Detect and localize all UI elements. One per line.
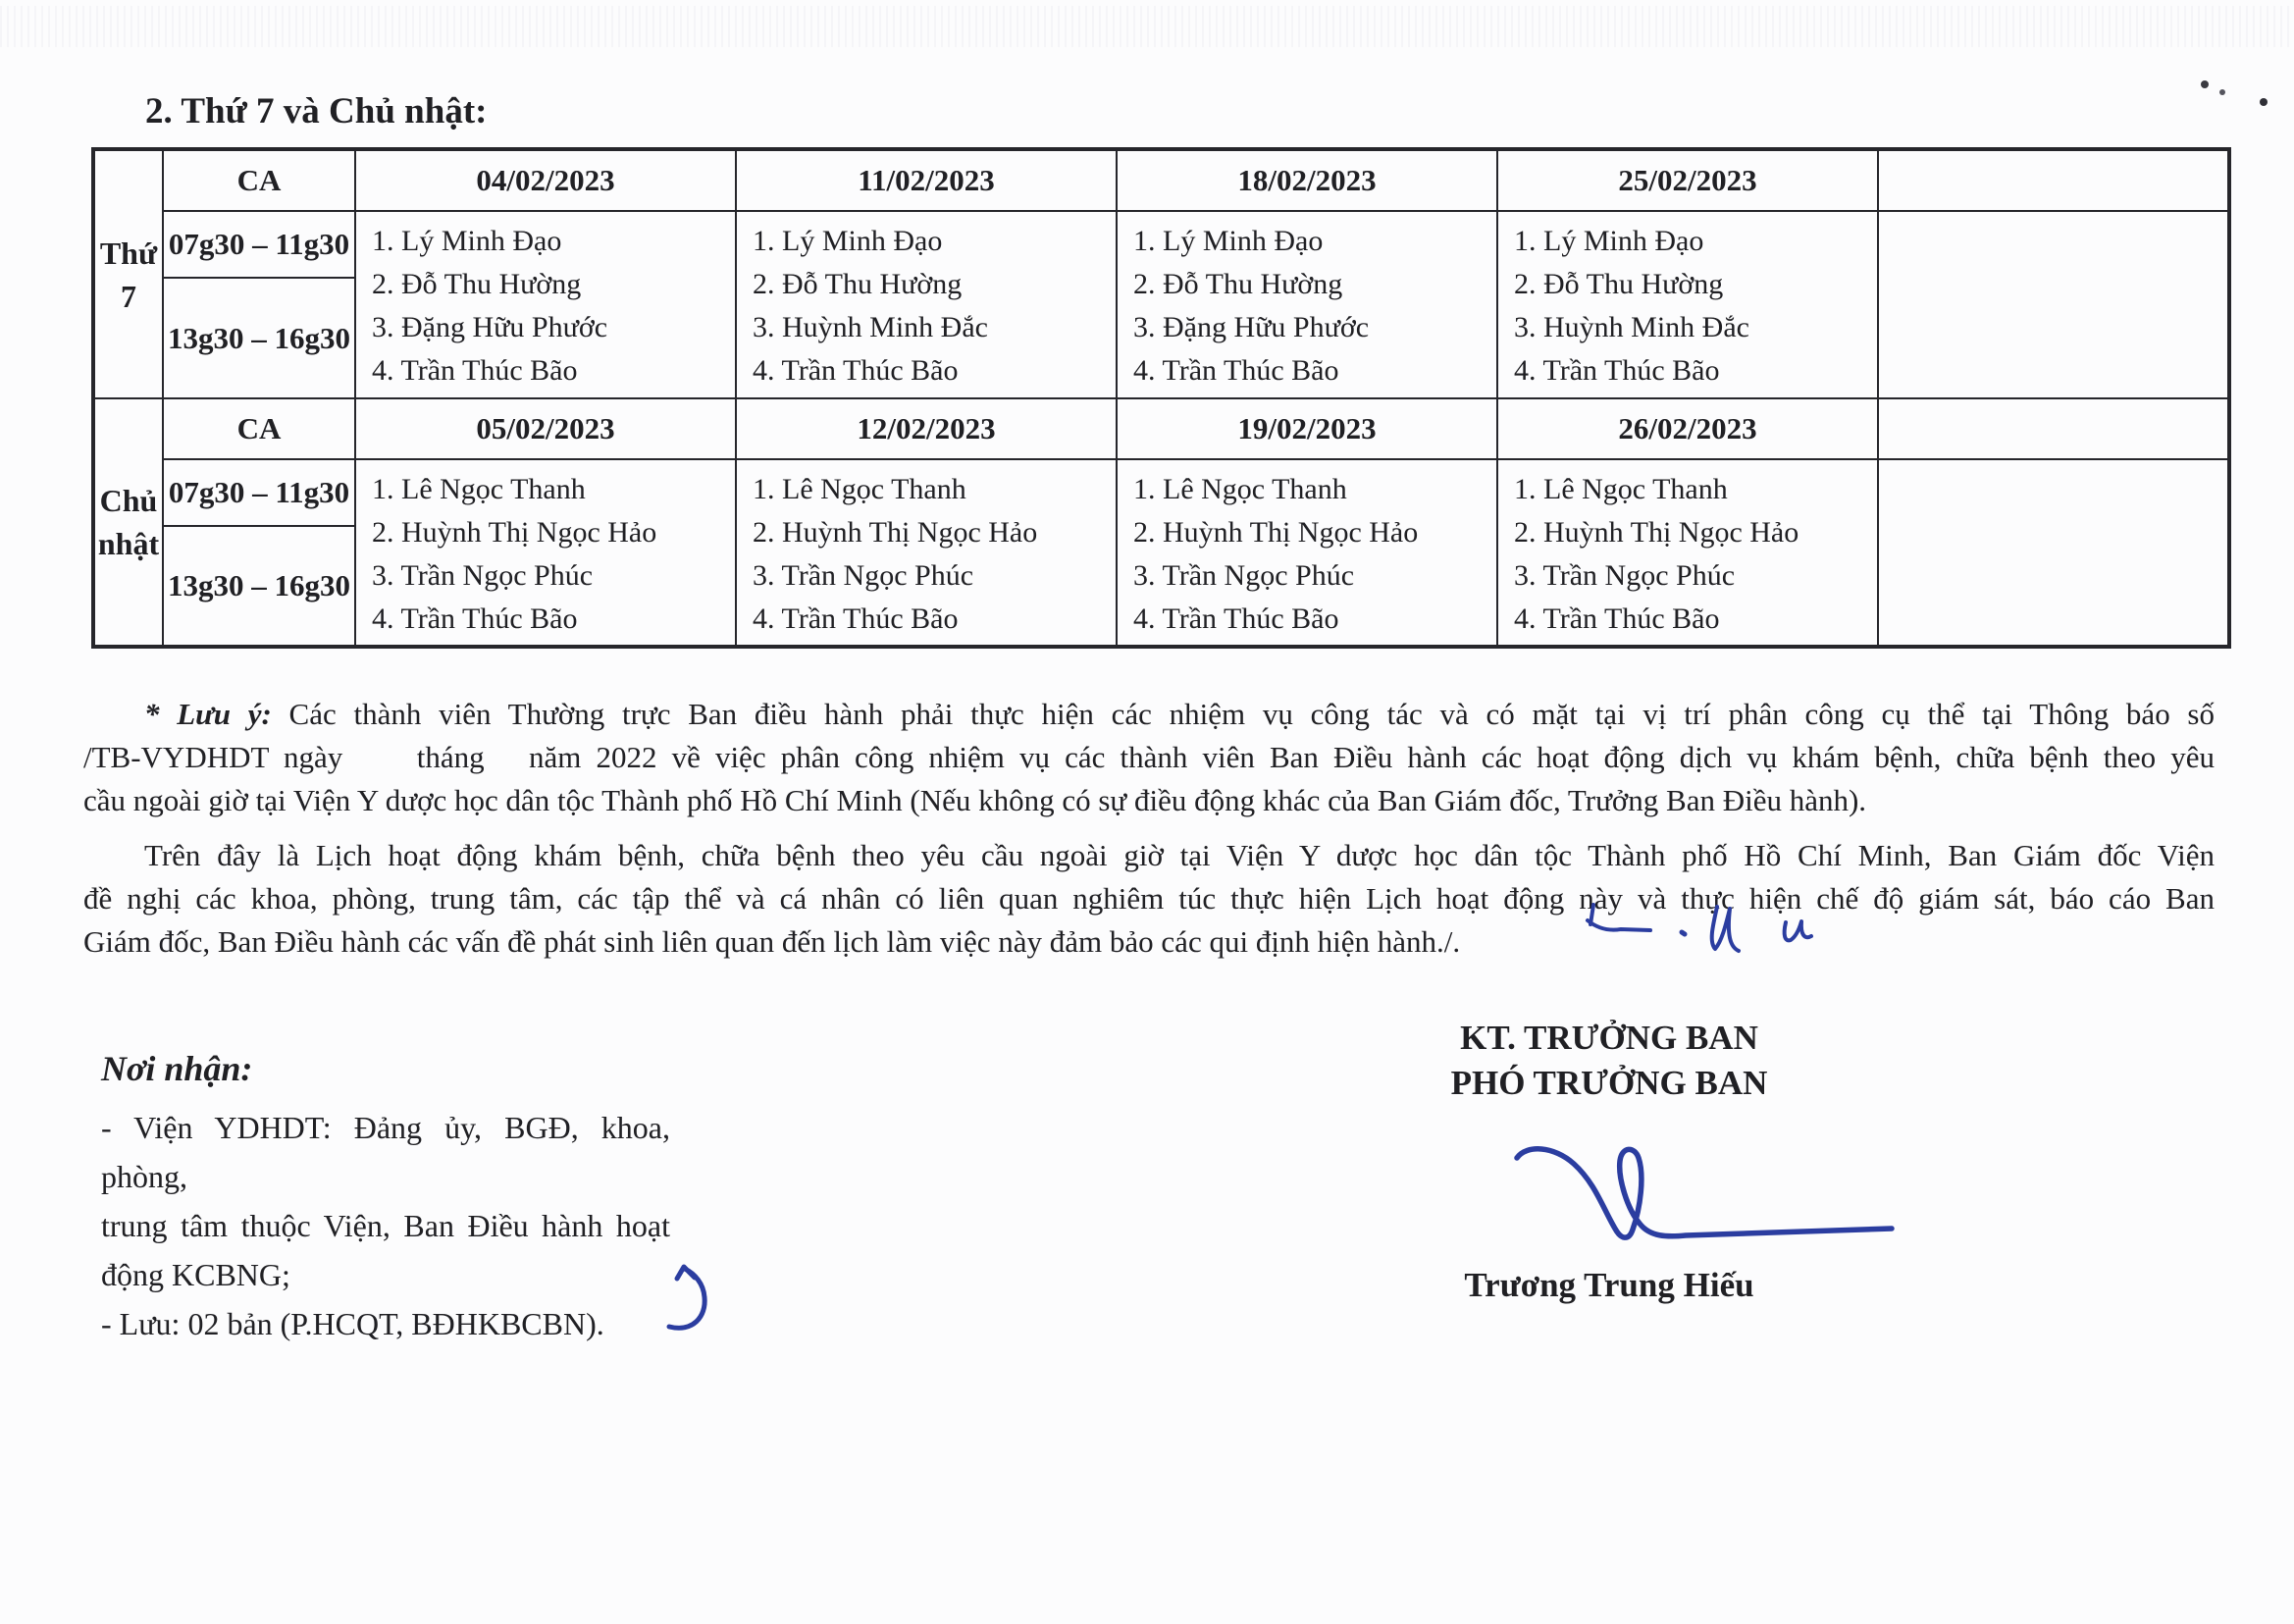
staff-line: 1. Lý Minh Đạo: [1133, 225, 1324, 257]
schedule-table: [91, 147, 2231, 649]
shift-cell-sun-afternoon: 13g30 – 16g30: [163, 526, 355, 646]
signature-block: [1354, 1016, 1864, 1304]
staff-line: 1. Lê Ngọc Thanh: [753, 473, 966, 505]
signer-title-line1: KT. TRƯỞNG BAN: [1460, 1019, 1758, 1057]
signer-name: Trương Trung Hiếu: [1464, 1266, 1754, 1304]
note1-line1: [83, 693, 2215, 736]
staff-line: 1. Lý Minh Đạo: [372, 225, 562, 257]
staff-cell-sun-2: [736, 459, 1117, 646]
empty-cell-sat: [1878, 211, 2228, 398]
pen-arrow-mark: [655, 1254, 734, 1342]
staff-line: 4. Trần Thúc Bão: [753, 602, 959, 635]
shift-cell-sun-morning: 07g30 – 11g30: [163, 459, 355, 526]
day-label-line: Chủ: [99, 483, 158, 518]
staff-line: 3. Đặng Hữu Phước: [1133, 311, 1370, 343]
staff-line: 1. Lê Ngọc Thanh: [1514, 473, 1728, 505]
date-header-sat-3: 18/02/2023: [1117, 150, 1497, 211]
staff-cell-sat-3: [1117, 211, 1497, 398]
note1-lead: * Lưu ý:: [144, 697, 272, 731]
staff-line: 4. Trần Thúc Bão: [1514, 354, 1720, 387]
staff-line: 1. Lý Minh Đạo: [753, 225, 943, 257]
empty-header-cell-sat: [1878, 150, 2228, 211]
shift-column-header-sat: CA: [163, 150, 355, 211]
date-header-sat-4: 25/02/2023: [1497, 150, 1878, 211]
date-header-sun-2: 12/02/2023: [736, 398, 1117, 459]
note-paragraph-1: [83, 693, 2215, 822]
note1-line2: /TB-VYDHDT ngày tháng năm 2022 về việc phân công nhiệm vụ các thành viên Ban Điều hành các hoạt động dịch vụ khám bệnh, chữa bệnh theo yêu: [83, 740, 2215, 774]
shift-column-header-sun: CA: [163, 398, 355, 459]
staff-line: 3. Trần Ngọc Phúc: [1514, 559, 1736, 592]
staff-cell-sun-4: [1497, 459, 1878, 646]
pen-initials-scribble: [1578, 891, 1843, 973]
note1-line1-rest: Các thành viên Thường trực Ban điều hành phải thực hiện các nhiệm vụ công tác và có mặt tại vị trí phân công cụ thể tại Thông báo số: [271, 697, 2215, 731]
recipients-line: trung tâm thuộc Viện, Ban Điều hành hoạt: [101, 1208, 670, 1243]
recipients-line: động KCBNG;: [101, 1257, 290, 1292]
staff-line: 3. Huỳnh Minh Đắc: [753, 311, 988, 343]
staff-line: 4. Trần Thúc Bão: [1133, 602, 1339, 635]
day-label-line: nhật: [97, 526, 160, 561]
date-header-sun-4: 26/02/2023: [1497, 398, 1878, 459]
note2-line2: đề nghị các khoa, phòng, trung tâm, các tập thể và cá nhân có liên quan nghiêm túc thực hiện Lịch hoạt động này và thực hiện chế độ giám sát, báo cáo Ban: [83, 881, 2215, 916]
recipients-block: [101, 1048, 670, 1348]
staff-line: 2. Đỗ Thu Hường: [1133, 268, 1343, 300]
staff-line: 3. Đặng Hữu Phước: [372, 311, 608, 343]
signer-title-line2: PHÓ TRƯỞNG BAN: [1450, 1064, 1768, 1102]
staff-line: 3. Huỳnh Minh Đắc: [1514, 311, 1749, 343]
staff-line: 2. Đỗ Thu Hường: [753, 268, 963, 300]
staff-line: 3. Trần Ngọc Phúc: [753, 559, 974, 592]
staff-line: 4. Trần Thúc Bão: [372, 602, 578, 635]
note1-line3: cầu ngoài giờ tại Viện Y dược học dân tộc Thành phố Hồ Chí Minh (Nếu không có sự điều động khác của Ban Giám đốc, Trưởng Ban Điều hành).: [83, 783, 1867, 817]
date-header-sat-1: 04/02/2023: [355, 150, 736, 211]
staff-cell-sat-4: [1497, 211, 1878, 398]
shift-cell-sat-afternoon: 13g30 – 16g30: [163, 278, 355, 398]
empty-header-cell-sun: [1878, 398, 2228, 459]
signature-ink: [1491, 1126, 1933, 1259]
scan-noise-band: [0, 6, 2294, 47]
staff-line: 3. Trần Ngọc Phúc: [372, 559, 594, 592]
staff-line: 2. Huỳnh Thị Ngọc Hảo: [372, 516, 657, 549]
staff-line: 4. Trần Thúc Bão: [372, 354, 578, 387]
staff-line: 4. Trần Thúc Bão: [1514, 602, 1720, 635]
shift-cell-sat-morning: 07g30 – 11g30: [163, 211, 355, 278]
section-heading: 2. Thứ 7 và Chủ nhật:: [145, 91, 488, 131]
recipients-heading: Nơi nhận:: [101, 1049, 253, 1088]
date-header-sun-3: 19/02/2023: [1117, 398, 1497, 459]
staff-line: 1. Lê Ngọc Thanh: [1133, 473, 1347, 505]
day-label-line: 7: [121, 278, 136, 314]
staff-cell-sat-2: [736, 211, 1117, 398]
staff-line: 1. Lý Minh Đạo: [1514, 225, 1704, 257]
staff-line: 3. Trần Ngọc Phúc: [1133, 559, 1355, 592]
staff-line: 1. Lê Ngọc Thanh: [372, 473, 586, 505]
staff-cell-sat-1: [355, 211, 736, 398]
staff-line: 2. Đỗ Thu Hường: [1514, 268, 1724, 300]
staff-line: 2. Huỳnh Thị Ngọc Hảo: [753, 516, 1038, 549]
staff-line: 4. Trần Thúc Bão: [1133, 354, 1339, 387]
staff-cell-sun-3: [1117, 459, 1497, 646]
note2-line3: Giám đốc, Ban Điều hành các vấn đề phát sinh liên quan đến lịch làm việc này đảm bảo các qui định hiện hành./.: [83, 924, 1461, 959]
staff-line: 4. Trần Thúc Bão: [753, 354, 959, 387]
ink-specks: [2201, 80, 2209, 88]
note2-line1: Trên đây là Lịch hoạt động khám bệnh, chữa bệnh theo yêu cầu ngoài giờ tại Viện Y dược học dân tộc Thành phố Hồ Chí Minh, Ban Giám đốc Viện: [144, 838, 2215, 872]
staff-cell-sun-1: [355, 459, 736, 646]
date-header-sun-1: 05/02/2023: [355, 398, 736, 459]
day-label-line: Thứ: [99, 235, 158, 271]
day-cell-saturday: [94, 150, 163, 398]
note-paragraph-2: [83, 834, 2215, 964]
empty-cell-sun: [1878, 459, 2228, 646]
staff-line: 2. Đỗ Thu Hường: [372, 268, 582, 300]
recipients-line: - Viện YDHDT: Đảng ủy, BGĐ, khoa, phòng,: [101, 1110, 670, 1194]
day-cell-sunday: [94, 398, 163, 646]
staff-line: 2. Huỳnh Thị Ngọc Hảo: [1514, 516, 1799, 549]
recipients-line: - Lưu: 02 bản (P.HCQT, BĐHKBCBN).: [101, 1306, 604, 1341]
date-header-sat-2: 11/02/2023: [736, 150, 1117, 211]
staff-line: 2. Huỳnh Thị Ngọc Hảo: [1133, 516, 1419, 549]
